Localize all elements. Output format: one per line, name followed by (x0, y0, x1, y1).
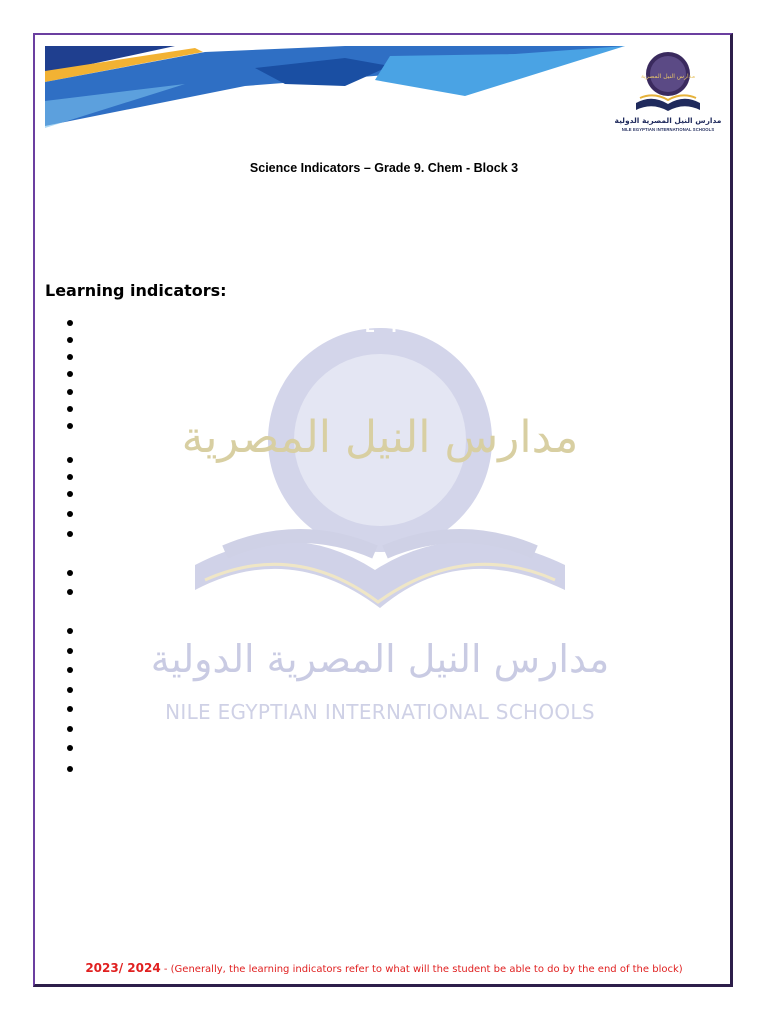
footer-year: 2023/ 2024 (85, 961, 161, 975)
logo-name-arabic: مدارس النيل المصرية الدولية (614, 116, 722, 125)
watermark-calligraphy: مدارس النيل المصرية (181, 412, 579, 463)
watermark-name-arabic: مدارس النيل المصرية الدولية (150, 637, 610, 681)
logo-seal-text: مدارس النيل المصرية (640, 73, 696, 80)
footer-note (0, 961, 768, 975)
logo-name-english: NILE EGYPTIAN INTERNATIONAL SCHOOLS (621, 127, 715, 132)
document-title: Science Indicators – Grade 9. Chem - Block 3 (249, 161, 519, 175)
watermark-seal-top: N · E · I · S (336, 318, 424, 336)
learning-indicators-heading: Learning indicators: (45, 281, 227, 300)
watermark-name-english: NILE EGYPTIAN INTERNATIONAL SCHOOLS (165, 700, 595, 724)
header-banner (45, 46, 625, 131)
footer-text: - (Generally, the learning indicators refer to what will the student be able to do by the end of the block) (160, 964, 683, 975)
